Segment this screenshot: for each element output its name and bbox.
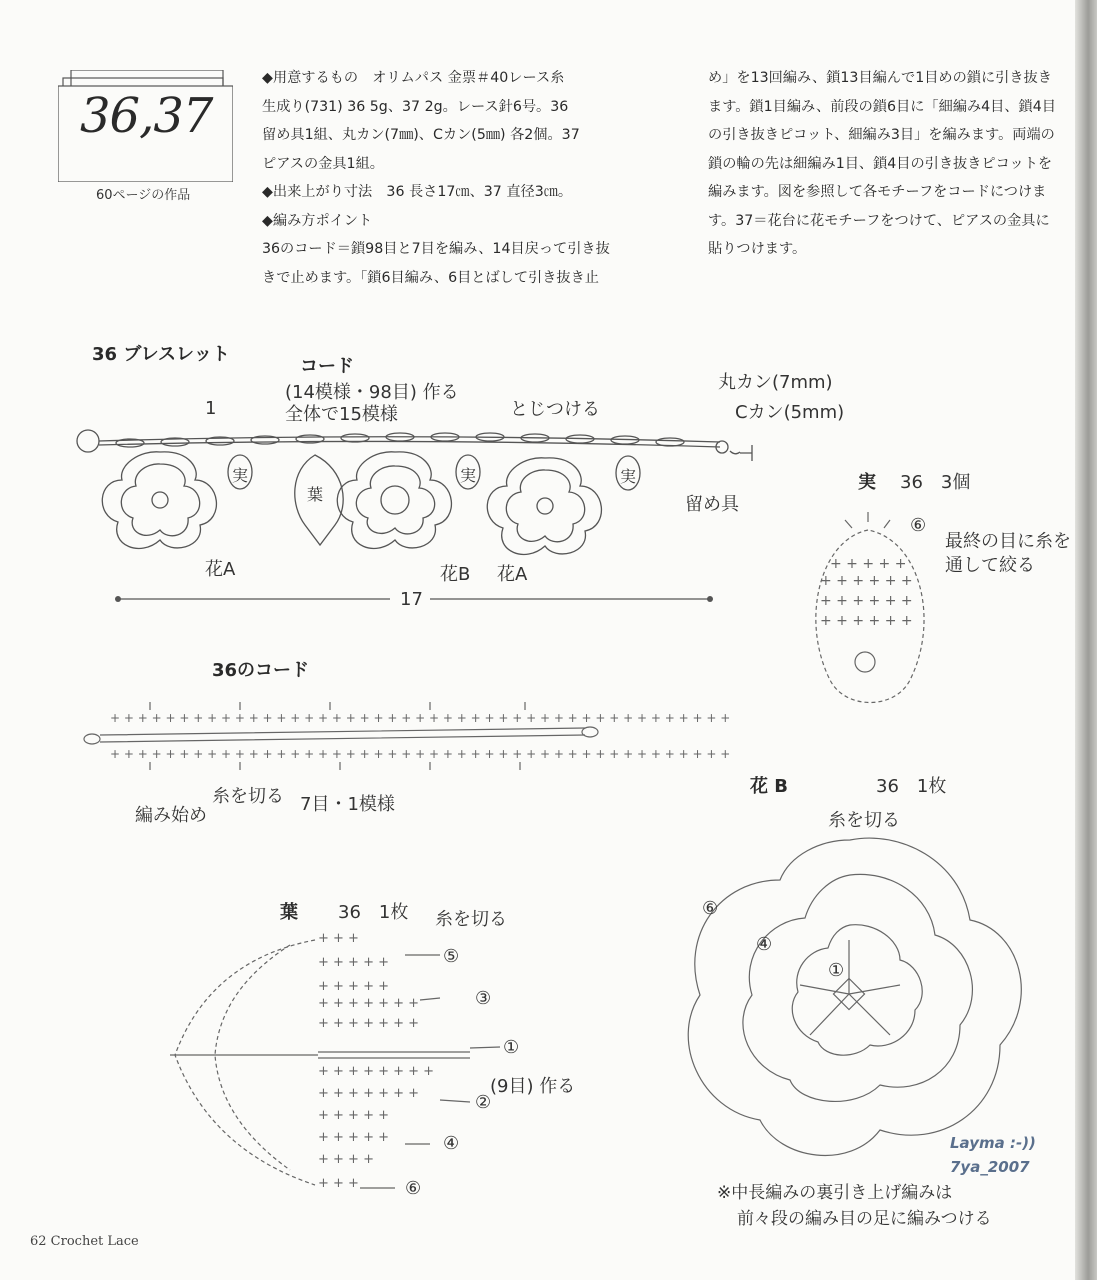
- page-number: 62 Crochet Lace: [30, 1234, 139, 1249]
- leaf-row-3: ③: [475, 988, 492, 1009]
- label-1: 1: [205, 398, 217, 419]
- berry-chart-title: 実: [858, 472, 876, 493]
- leaf-row-6: ⑥: [405, 1178, 422, 1199]
- berry-row-label: ⑥: [910, 515, 927, 536]
- svg-text:+ + +: + + +: [318, 1176, 359, 1191]
- flower-b-row-6: ⑥: [702, 898, 719, 919]
- svg-text:+ + + + + +: + + + + + +: [820, 573, 913, 589]
- leaf-make-label: (9目) 作る: [490, 1076, 576, 1097]
- svg-text:+ + + + +: + + + + +: [318, 1108, 389, 1123]
- cord-start-label: 編み始め: [135, 805, 207, 826]
- cord-note-2: 全体で15模様: [285, 404, 398, 425]
- flower-a-label: 花A: [205, 559, 236, 580]
- flower-b-label: 花B: [440, 564, 471, 585]
- svg-text:+ + + + + + +: + + + + + + +: [318, 1016, 420, 1031]
- svg-text:+ + +: + + +: [318, 931, 359, 946]
- svg-text:+ + + + + + + + + + + + + + +: + + + + + + + + + + + + + + + + + + + + + + + + + + + + + + + + + + + + + + + + + + + + +: [110, 711, 731, 725]
- leaf-chart-count: 36 1枚: [338, 902, 409, 923]
- svg-text:+ + + + + + +: + + + + + + +: [318, 1086, 420, 1101]
- leaf-row-2: ②: [475, 1092, 492, 1113]
- berry-chart-count: 36 3個: [900, 472, 971, 493]
- svg-text:+ + + + + + + +: + + + + + + + +: [318, 1064, 435, 1079]
- leaf-chart-title: 葉: [280, 902, 298, 923]
- cord-chart-title: 36のコード: [212, 660, 310, 681]
- berry-note-1: 最終の目に糸を: [945, 531, 1071, 552]
- watermark-line-2: 7ya_2007: [950, 1158, 1030, 1176]
- clasp-label: 留め具: [685, 494, 739, 515]
- leaf-row-1: ①: [503, 1037, 520, 1058]
- flower-b-cut-label: 糸を切る: [828, 810, 900, 831]
- berry-label-3: 実: [620, 467, 637, 486]
- flower-b-row-1: ①: [828, 960, 845, 981]
- watermark-line-1: Layma :-)): [950, 1134, 1036, 1152]
- svg-text:+ + + + + + + + + + + + + + +: + + + + + + + + + + + + + + + + + + + + + + + + + + + + + + + + + + + + + + + + + + + + +: [110, 747, 731, 761]
- cord-title: コード: [300, 356, 354, 377]
- leaf-row-5: ⑤: [443, 946, 460, 967]
- instructions-column-2: め」を13回編み、鎖13目編んで1目めの鎖に引き抜き ます。鎖1目編み、前段の鎖6目に「細編み4目、鎖4目 の引き抜きピコット、細編み3目」を編みます。両端の 鎖の輪の先は細編み1目、鎖4目の引き抜きピコットを 編みます。図を参照して各モチーフをコードにつけま す。37＝花台に花モチーフをつけて、ピアスの金具に 貼りつけます。: [708, 70, 1056, 257]
- leaf-label: 葉: [307, 485, 324, 504]
- leaf-cut-label: 糸を切る: [435, 909, 507, 930]
- instructions-column-1: ◆用意するもの オリムパス 金票＃40レース糸 生成り(731) 36 5g、37 2g。レース針6号。36 留め具1組、丸カン(7㎜)、Cカン(5㎜) 各2個。37 ピアスの金具1組。 ◆出来上がり寸法 36 長さ17㎝、37 直径3㎝。 ◆編み方ポイント 36のコード＝鎖98目と7目を編み、14目戻って引き抜 きで止めます。「鎖6目編み、6目とばして引き抜き止: [262, 70, 610, 286]
- berry-label-2: 実: [460, 466, 477, 485]
- berry-note-2: 通して絞る: [945, 555, 1035, 576]
- svg-text:+ + + + +: + + + + +: [318, 979, 389, 994]
- attach-label: とじつける: [510, 399, 600, 420]
- cord-note-1: (14模様・98目) 作る: [285, 382, 459, 403]
- bracelet-title: 36 ブレスレット: [92, 344, 230, 365]
- footnote-line-1: ※中長編みの裏引き上げ編みは: [717, 1183, 953, 1203]
- flower-b-row-4: ④: [756, 934, 773, 955]
- svg-text:+ + + + +: + + + + +: [318, 955, 389, 970]
- page-edge: [1075, 0, 1097, 1280]
- c-ring-label: Cカン(5mm): [735, 402, 845, 423]
- svg-text:+ + + + +: + + + + +: [318, 1130, 389, 1145]
- svg-text:+ + + + +: + + + + +: [830, 556, 907, 572]
- svg-text:+ + + + + + +: + + + + + + +: [318, 996, 420, 1011]
- cord-cut-label: 糸を切る: [212, 786, 284, 807]
- reference-page: 60ページの作品: [96, 188, 191, 203]
- svg-text:+ + + + + +: + + + + + +: [820, 593, 913, 609]
- flower-b-chart-title: 花 B: [750, 776, 788, 797]
- flower-a2-label: 花A: [497, 564, 528, 585]
- cord-pattern-label: 7目・1模様: [300, 794, 395, 815]
- project-number: 36,37: [80, 88, 213, 144]
- leaf-row-4: ④: [443, 1133, 460, 1154]
- footnote-line-2: 前々段の編み目の足に編みつける: [737, 1209, 992, 1229]
- flower-b-chart-count: 36 1枚: [876, 776, 947, 797]
- length-label: 17: [400, 589, 423, 610]
- svg-text:+ + + + + +: + + + + + +: [820, 613, 913, 629]
- berry-label-1: 実: [232, 466, 249, 485]
- svg-text:+ + + +: + + + +: [318, 1152, 374, 1167]
- ring-label: 丸カン(7mm): [718, 372, 833, 393]
